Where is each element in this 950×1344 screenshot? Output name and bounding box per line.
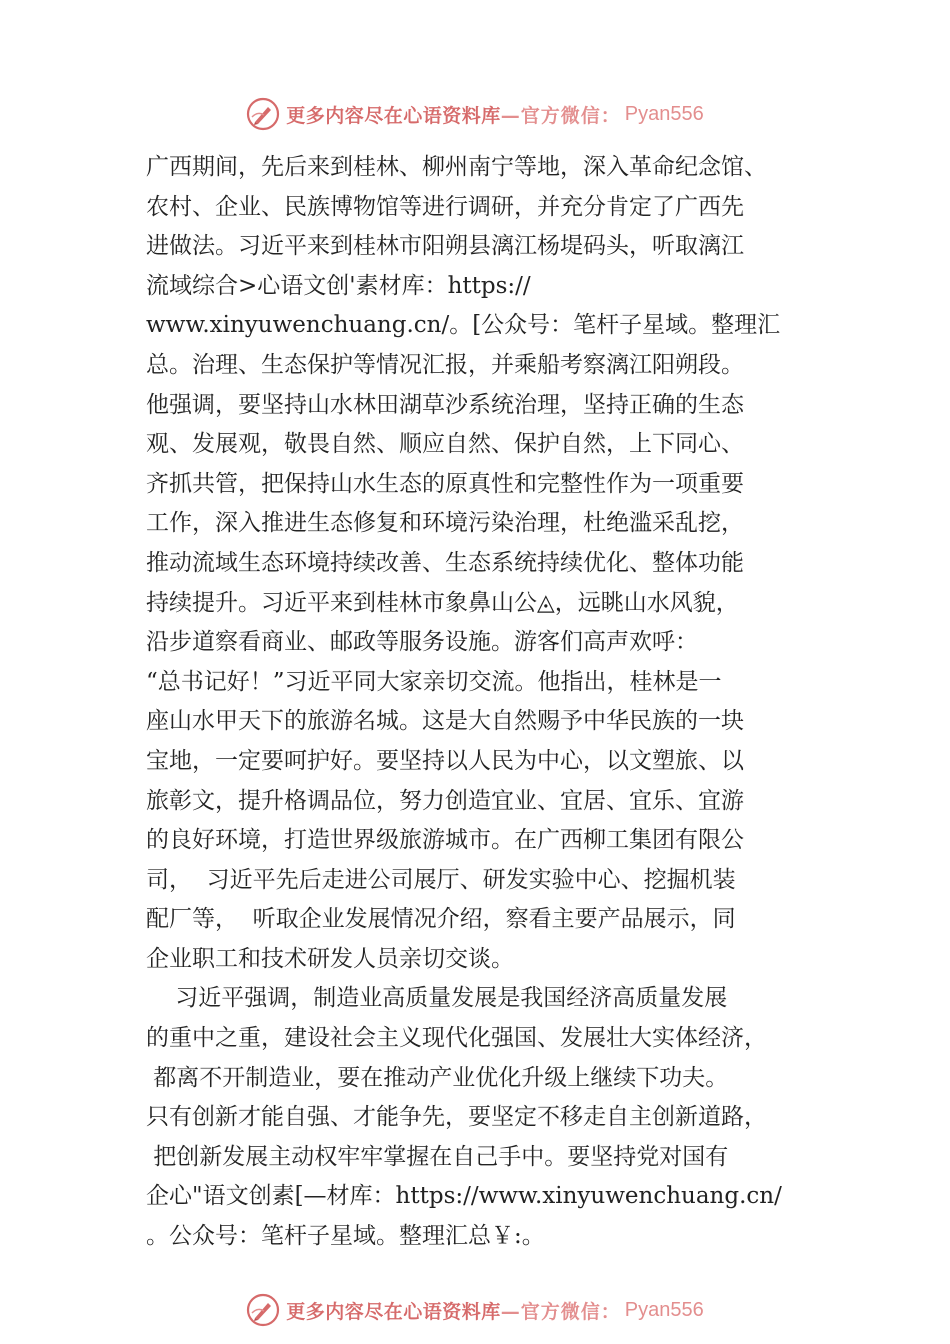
text-line: www.xinyuwenchuang.cn/。[公众号：笔杆子星域。整理汇 [146,312,781,339]
text-line: 工作，深入推进生态修复和环境污染治理，杜绝滥采乱挖， [146,510,744,537]
text-line: 沿步道察看商业、邮政等服务设施。游客们高声欢呼： [146,629,698,656]
text-line: 把创新发展主动权牢牢掌握在自己手中。要坚持党对国有 [146,1143,729,1170]
text-line: 企心"语文创素[—材库：https://www.xinyuwenchuang.cn/ [146,1183,782,1210]
text-line: 宝地，一定要呵护好。要坚持以人民为中心，以文塑旅、以 [146,747,744,774]
pen-logo-icon [246,97,280,131]
text-line: 流域综合>心语文创'素材库：https:// [146,272,531,299]
text-line: 配厂等， 听取企业发展情况介绍，察看主要产品展示，同 [146,906,736,933]
text-line: 观、发展观，敬畏自然、顺应自然、保护自然，上下同心、 [146,431,744,458]
text-line: 司， 习近平先后走进公司展厅、研发实验中心、挖掘机装 [146,866,736,893]
watermark-account: Pyan556 [624,102,704,125]
text-line: 座山水甲天下的旅游名城。这是大自然赐予中华民族的一块 [146,708,744,735]
text-line: 的重中之重，建设社会主义现代化强国、发展壮大实体经济， [146,1025,767,1052]
text-line: 都离不开制造业，要在推动产业优化升级上继续下功夫。 [146,1064,729,1091]
text-line: 企业职工和技术研发人员亲切交谈。 [146,945,514,972]
text-line: 农村、企业、民族博物馆等进行调研，并充分肯定了广西先 [146,193,744,220]
header-watermark [0,94,950,134]
text-line: 。公众号：笔杆子星域。整理汇总￥:。 [146,1223,545,1250]
text-line: 总。治理、生态保护等情况汇报，并乘船考察漓江阳朔段。 [146,351,744,378]
text-line: 习近平强调，制造业高质量发展是我国经济高质量发展 [146,985,728,1012]
pen-logo-icon [246,1293,280,1327]
text-line: 进做法。习近平来到桂林市阳朔县漓江杨堤码头，听取漓江 [146,233,744,260]
watermark-account: Pyan556 [624,1298,704,1321]
text-line: 他强调，要坚持山水林田湖草沙系统治理，坚持正确的生态 [146,391,744,418]
footer-watermark [0,1290,950,1330]
text-line: 只有创新才能自强、才能争先，要坚定不移走自主创新道路， [146,1104,767,1131]
watermark-separator: —官方微信： [500,1300,621,1323]
text-line: 齐抓共管，把保持山水生态的原真性和完整性作为一项重要 [146,470,744,497]
text-line: 广西期间，先后来到桂林、柳州南宁等地，深入革命纪念馆、 [146,154,767,180]
text-line: “总书记好！”习近平同大家亲切交流。他指出，桂林是一 [146,668,722,695]
text-line: 推动流域生态环境持续改善、生态系统持续优化、整体功能 [146,549,744,576]
text-line: 持续提升。习近平来到桂林市象鼻山公◬，远眺山水风貌， [146,589,739,616]
watermark-brand: 更多内容尽在心语资料库 [286,104,501,127]
text-line: 旅彰文，提升格调品位，努力创造宜业、宜居、宜乐、宜游 [146,787,744,814]
text-line: 的良好环境，打造世界级旅游城市。在广西柳工集团有限公 [146,827,744,854]
watermark-brand: 更多内容尽在心语资料库 [286,1300,501,1323]
document-body [146,148,846,1257]
watermark-separator: —官方微信： [500,104,621,127]
